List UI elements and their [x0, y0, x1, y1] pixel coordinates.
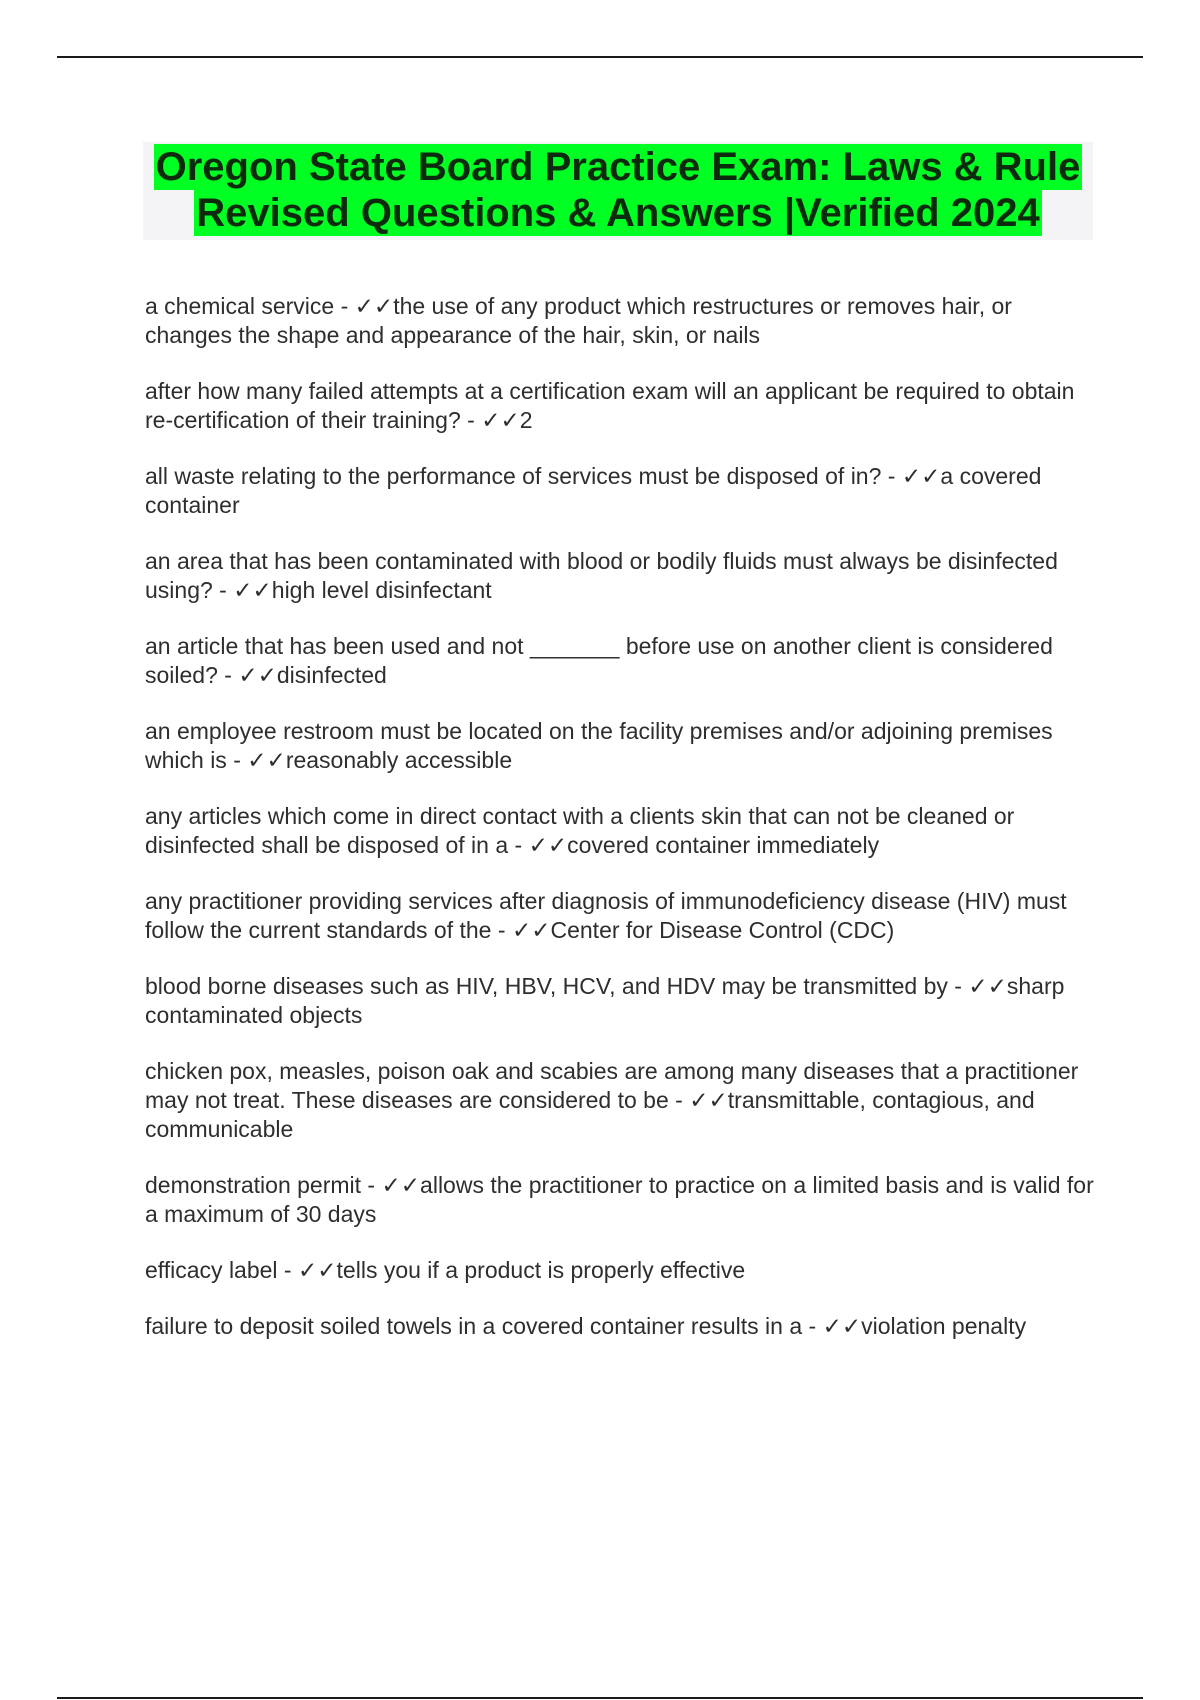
question-text: a chemical service: [145, 293, 335, 319]
title-line-2: Revised Questions & Answers |Verified 2024: [196, 191, 1040, 235]
question-text: efficacy label: [145, 1257, 278, 1283]
answer-text: transmittable, contagious, and communicable: [145, 1087, 1035, 1142]
title-line-1: Oregon State Board Practice Exam: Laws & Rule: [155, 145, 1081, 189]
separator: -: [361, 1172, 382, 1198]
qa-item: [145, 717, 1095, 775]
check-mark-icon: ✓✓: [354, 293, 394, 319]
answer-text: sharp contaminated objects: [145, 973, 1065, 1028]
question-text: after how many failed attempts at a certification exam will an applicant be required to obtain re-certification of their training?: [145, 378, 1075, 433]
check-mark-icon: ✓✓: [511, 917, 551, 943]
separator: -: [668, 1087, 690, 1113]
check-mark-icon: ✓✓: [901, 463, 941, 489]
check-mark-icon: ✓✓: [822, 1313, 862, 1339]
separator: -: [277, 1257, 298, 1283]
question-text: an area that has been contaminated with blood or bodily fluids must always be disinfected using?: [145, 548, 1058, 603]
check-mark-icon: ✓✓: [238, 662, 277, 688]
question-answer-list: [145, 292, 1095, 1368]
qa-item: [145, 547, 1095, 605]
check-mark-icon: ✓✓: [968, 973, 1007, 999]
separator: -: [508, 832, 529, 858]
question-text: any articles which come in direct contact with a clients skin that can not be cleaned or disinfected shall be disposed of in a: [145, 803, 1015, 858]
bottom-divider: [57, 1697, 1143, 1699]
answer-text: reasonably accessible: [285, 747, 513, 773]
qa-item: [145, 887, 1095, 945]
check-mark-icon: ✓✓: [689, 1087, 728, 1113]
answer-text: Center for Disease Control (CDC): [550, 917, 895, 943]
qa-item: [145, 1256, 1095, 1285]
separator: -: [212, 577, 234, 603]
qa-item: [145, 1312, 1095, 1341]
question-text: an article that has been used and not _______ before use on another client is considered soiled?: [145, 633, 1053, 688]
question-text: an employee restroom must be located on the facility premises and/or adjoining premises which is: [145, 718, 1053, 773]
document-title: [143, 142, 1093, 240]
question-text: chicken pox, measles, poison oak and scabies are among many diseases that a practitioner may not treat. These diseases are considered to be: [145, 1058, 1079, 1113]
separator: -: [802, 1313, 823, 1339]
check-mark-icon: ✓✓: [247, 747, 286, 773]
check-mark-icon: ✓✓: [381, 1172, 421, 1198]
answer-text: 2: [519, 407, 533, 433]
separator: -: [334, 293, 355, 319]
separator: -: [947, 973, 969, 999]
question-text: blood borne diseases such as HIV, HBV, HCV, and HDV may be transmitted by: [145, 973, 948, 999]
question-text: all waste relating to the performance of services must be disposed of in?: [145, 463, 882, 489]
qa-item: [145, 462, 1095, 520]
answer-text: tells you if a product is properly effective: [336, 1257, 746, 1283]
qa-item: [145, 1171, 1095, 1229]
question-text: demonstration permit: [145, 1172, 362, 1198]
answer-text: violation penalty: [861, 1313, 1027, 1339]
separator: -: [881, 463, 902, 489]
answer-text: a covered container: [145, 463, 1042, 518]
answer-text: disinfected: [276, 662, 387, 688]
separator: -: [460, 407, 482, 433]
qa-item: [145, 632, 1095, 690]
separator: -: [491, 917, 512, 943]
check-mark-icon: ✓✓: [481, 407, 520, 433]
top-divider: [57, 56, 1143, 58]
separator: -: [217, 662, 239, 688]
answer-text: high level disinfectant: [271, 577, 492, 603]
answer-text: covered container immediately: [567, 832, 880, 858]
qa-item: [145, 377, 1095, 435]
check-mark-icon: ✓✓: [233, 577, 272, 603]
answer-text: allows the practitioner to practice on a limited basis and is valid for a maximum of 30 days: [145, 1172, 1094, 1227]
question-text: any practitioner providing services after diagnosis of immunodeficiency disease (HIV) must follow the current standards of the: [145, 888, 1067, 943]
answer-text: the use of any product which restructures or removes hair, or changes the shape and appearance of the hair, skin, or nails: [145, 293, 1012, 348]
question-text: failure to deposit soiled towels in a covered container results in a: [145, 1313, 803, 1339]
separator: -: [226, 747, 248, 773]
qa-item: [145, 972, 1095, 1030]
qa-item: [145, 292, 1095, 350]
check-mark-icon: ✓✓: [528, 832, 568, 858]
qa-item: [145, 1057, 1095, 1144]
check-mark-icon: ✓✓: [298, 1257, 337, 1283]
qa-item: [145, 802, 1095, 860]
